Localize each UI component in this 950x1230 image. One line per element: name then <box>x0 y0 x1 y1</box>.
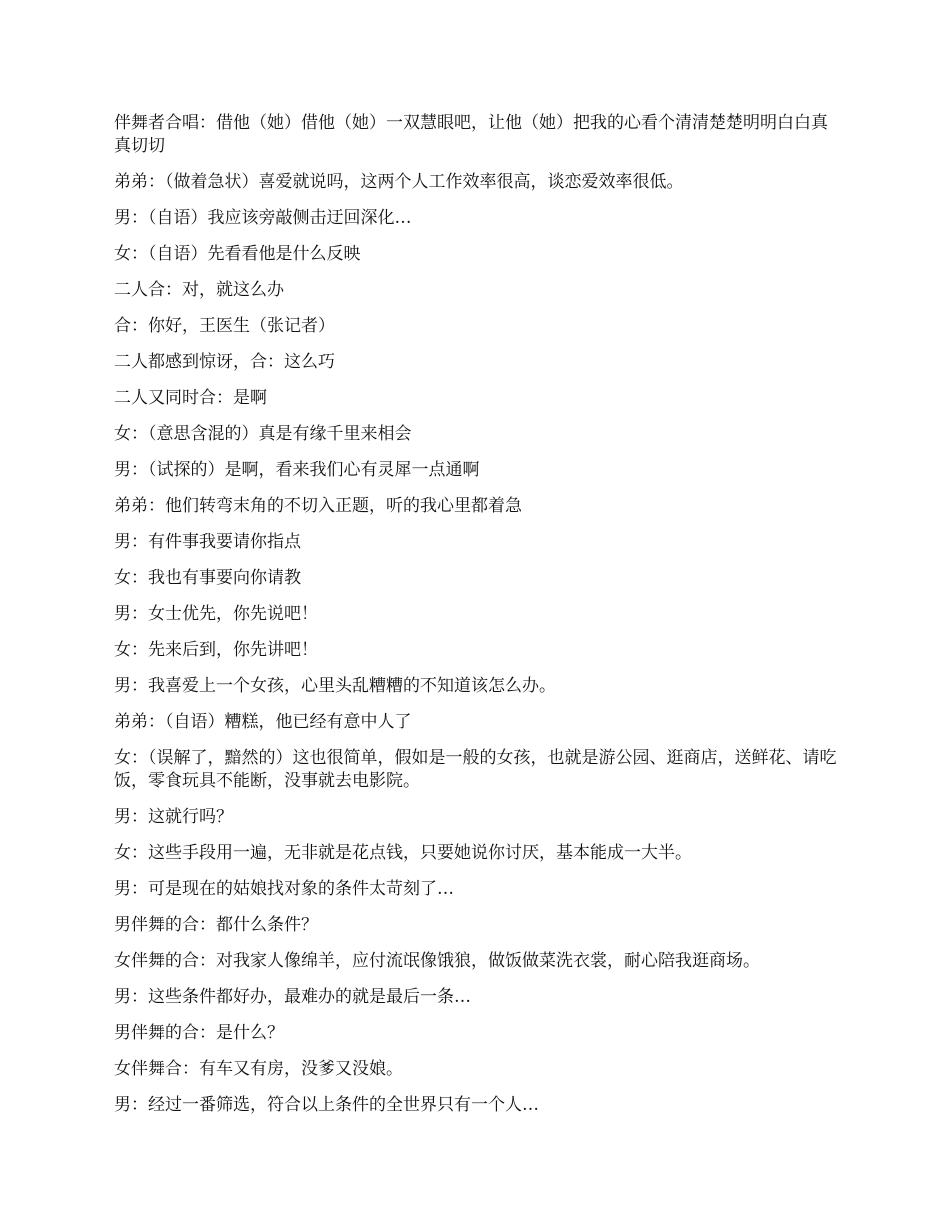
script-line: 二人合：对，就这么办 <box>114 280 284 300</box>
script-line: 男：经过一番筛选，符合以上条件的全世界只有一个人… <box>114 1095 539 1115</box>
script-line: 女：这些手段用一遍，无非就是花点钱，只要她说你讨厌，基本能成一大半。 <box>114 843 692 863</box>
script-line: 女：先来后到，你先讲吧！ <box>114 640 318 660</box>
script-line: 弟弟：他们转弯末角的不切入正题，听的我心里都着急 <box>114 496 522 516</box>
script-line: 女：（自语）先看看他是什么反映 <box>114 244 361 264</box>
script-line: 男：有件事我要请你指点 <box>114 532 301 552</box>
script-line: 男：这些条件都好办，最难办的就是最后一条… <box>114 987 471 1007</box>
script-line: 女：我也有事要向你请教 <box>114 568 301 588</box>
script-line: 女伴舞合：有车又有房，没爹又没娘。 <box>114 1059 403 1079</box>
script-line: 男：我喜爱上一个女孩，心里头乱糟糟的不知道该怎么办。 <box>114 676 556 696</box>
script-line: 弟弟：（自语）糟糕，他已经有意中人了 <box>114 712 412 732</box>
script-line: 伴舞者合唱：借他（她）借他（她）一双慧眼吧，让他（她）把我的心看个清清楚楚明明白白真真切切 <box>114 113 828 156</box>
script-line: 男：（自语）我应该旁敲侧击迂回深化… <box>114 208 412 228</box>
script-line: 女：（意思含混的）真是有缘千里来相会 <box>114 424 412 444</box>
script-line: 男：女士优先，你先说吧！ <box>114 604 318 624</box>
script-line: 女伴舞的合：对我家人像绵羊，应付流氓像饿狼，做饭做菜洗衣裳，耐心陪我逛商场。 <box>114 951 760 971</box>
script-text <box>114 112 844 1130</box>
script-line: 男：这就行吗？ <box>114 807 233 827</box>
script-line: 二人又同时合：是啊 <box>114 388 267 408</box>
script-line: 合：你好，王医生（张记者） <box>114 316 335 336</box>
script-line: 男：可是现在的姑娘找对象的条件太苛刻了… <box>114 879 454 899</box>
script-line: 二人都感到惊讶，合：这么巧 <box>114 352 335 372</box>
script-line: 男伴舞的合：都什么条件？ <box>114 915 318 935</box>
script-line: 男伴舞的合：是什么？ <box>114 1023 284 1043</box>
script-line: 男：（试探的）是啊，看来我们心有灵犀一点通啊 <box>114 460 480 480</box>
script-line: 弟弟：（做着急状）喜爱就说吗，这两个人工作效率很高，谈恋爱效率很低。 <box>114 172 684 192</box>
script-line: 女：（误解了，黯然的）这也很简单，假如是一般的女孩，也就是游公园、逛商店，送鲜花、请吃饭，零食玩具不能断，没事就去电影院。 <box>114 748 837 791</box>
